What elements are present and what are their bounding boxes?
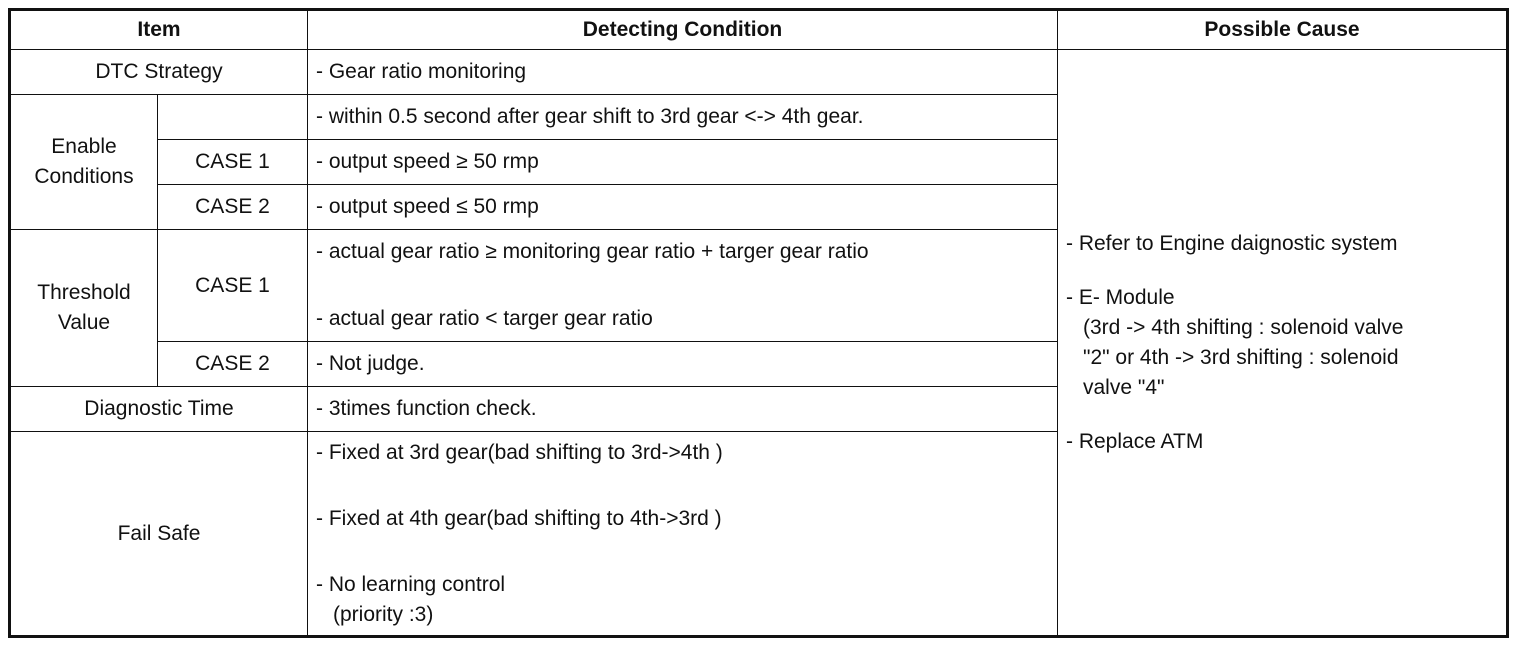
cause-line-3: (3rd -> 4th shifting : solenoid valve <box>1083 315 1404 339</box>
threshold-value-label <box>10 230 158 387</box>
threshold-case2-label: CASE 2 <box>158 342 308 387</box>
fail-safe-condition <box>308 432 1058 637</box>
threshold-case1-line1: - actual gear ratio ≥ monitoring gear ratio + targer gear ratio <box>316 240 869 263</box>
header-row <box>10 10 1508 50</box>
enable-label-line2: Conditions <box>34 165 134 188</box>
cause-line-1: - Refer to Engine daignostic system <box>1066 231 1398 255</box>
dtc-strategy-label: DTC Strategy <box>10 50 308 95</box>
threshold-case1-line2: - actual gear ratio < targer gear ratio <box>316 307 653 330</box>
header-possible-cause: Possible Cause <box>1058 10 1508 50</box>
fail-safe-line2: - Fixed at 4th gear(bad shifting to 4th->3rd ) <box>316 507 722 530</box>
threshold-label-line1: Threshold <box>37 281 131 304</box>
fail-safe-line1: - Fixed at 3rd gear(bad shifting to 3rd->4th ) <box>316 441 723 464</box>
fail-safe-line3: - No learning control <box>316 573 506 596</box>
dtc-table <box>8 8 1509 638</box>
row-dtc-strategy <box>10 50 1508 95</box>
cause-line-5: valve "4" <box>1083 375 1165 399</box>
cause-line-2: - E- Module <box>1066 285 1175 309</box>
enable-general-condition: - within 0.5 second after gear shift to 3rd gear <-> 4th gear. <box>308 95 1058 140</box>
threshold-case1-label: CASE 1 <box>158 230 308 342</box>
header-item: Item <box>10 10 308 50</box>
cause-line-4: "2" or 4th -> 3rd shifting : solenoid <box>1083 345 1399 369</box>
enable-case1-label: CASE 1 <box>158 140 308 185</box>
threshold-case2-condition: - Not judge. <box>308 342 1058 387</box>
enable-case1-condition: - output speed ≥ 50 rmp <box>308 140 1058 185</box>
fail-safe-line4: (priority :3) <box>333 603 434 626</box>
enable-case2-label: CASE 2 <box>158 185 308 230</box>
enable-conditions-label <box>10 95 158 230</box>
enable-case2-condition: - output speed ≤ 50 rmp <box>308 185 1058 230</box>
header-detecting-condition: Detecting Condition <box>308 10 1058 50</box>
dtc-strategy-condition: - Gear ratio monitoring <box>308 50 1058 95</box>
threshold-case1-condition <box>308 230 1058 342</box>
diagnostic-time-condition: - 3times function check. <box>308 387 1058 432</box>
fail-safe-label: Fail Safe <box>10 432 308 637</box>
threshold-label-line2: Value <box>57 311 111 334</box>
possible-cause-cell <box>1058 50 1508 637</box>
enable-empty-case <box>158 95 308 140</box>
enable-label-line1: Enable <box>51 135 117 158</box>
cause-line-6: - Replace ATM <box>1066 429 1204 453</box>
diagnostic-time-label: Diagnostic Time <box>10 387 308 432</box>
